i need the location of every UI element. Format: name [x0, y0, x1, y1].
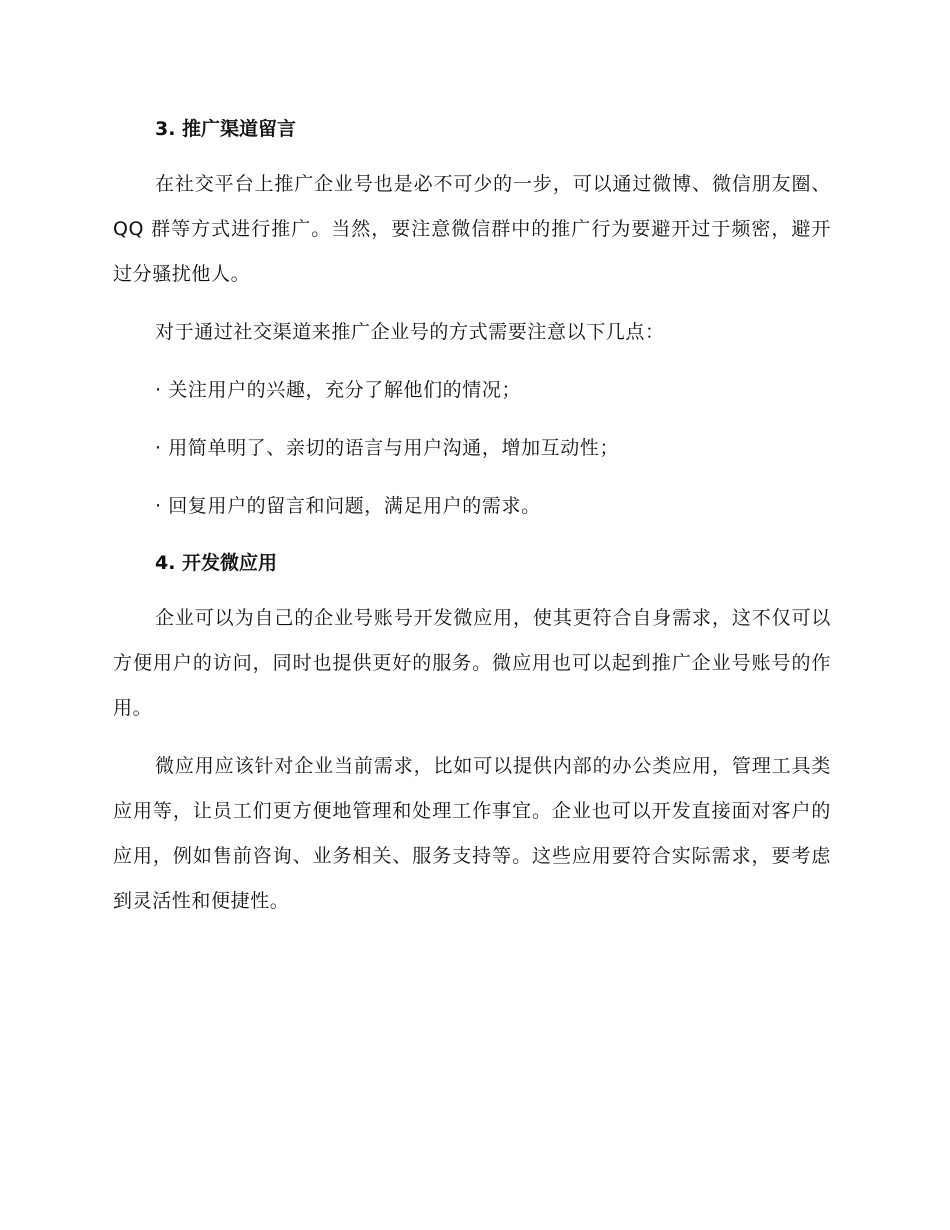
bullet-item: · 回复用户的留言和问题，满足用户的需求。 [155, 495, 541, 517]
paragraph-notes-intro: 对于通过社交渠道来推广企业号的方式需要注意以下几点： [155, 321, 665, 343]
paragraph-social-promotion: 在社交平台上推广企业号也是必不可少的一步，可以通过微博、微信朋友圈、QQ 群等方式进行推广。当然，要注意微信群中的推广行为要避开过于频密，避开过分骚扰他人。 [113, 173, 831, 285]
paragraph-micro-app-detail: 微应用应该针对企业当前需求，比如可以提供内部的办公类应用，管理工具类应用等，让员工们更方便地管理和处理工作事宜。企业也可以开发直接面对客户的应用，例如售前咨询、业务相关、服务支持等。这些应用要符合实际需求，要考虑到灵活性和便捷性。 [113, 755, 831, 912]
section-heading-3: 3. 推广渠道留言 [155, 118, 297, 140]
section-heading-4: 4. 开发微应用 [155, 552, 278, 574]
document-body [113, 108, 831, 924]
bullet-item: · 关注用户的兴趣，充分了解他们的情况； [155, 379, 522, 401]
paragraph-micro-app-intro: 企业可以为自己的企业号账号开发微应用，使其更符合自身需求，这不仅可以方便用户的访问，同时也提供更好的服务。微应用也可以起到推广企业号账号的作用。 [113, 607, 831, 719]
bullet-item: · 用简单明了、亲切的语言与用户沟通，增加互动性； [155, 437, 620, 459]
